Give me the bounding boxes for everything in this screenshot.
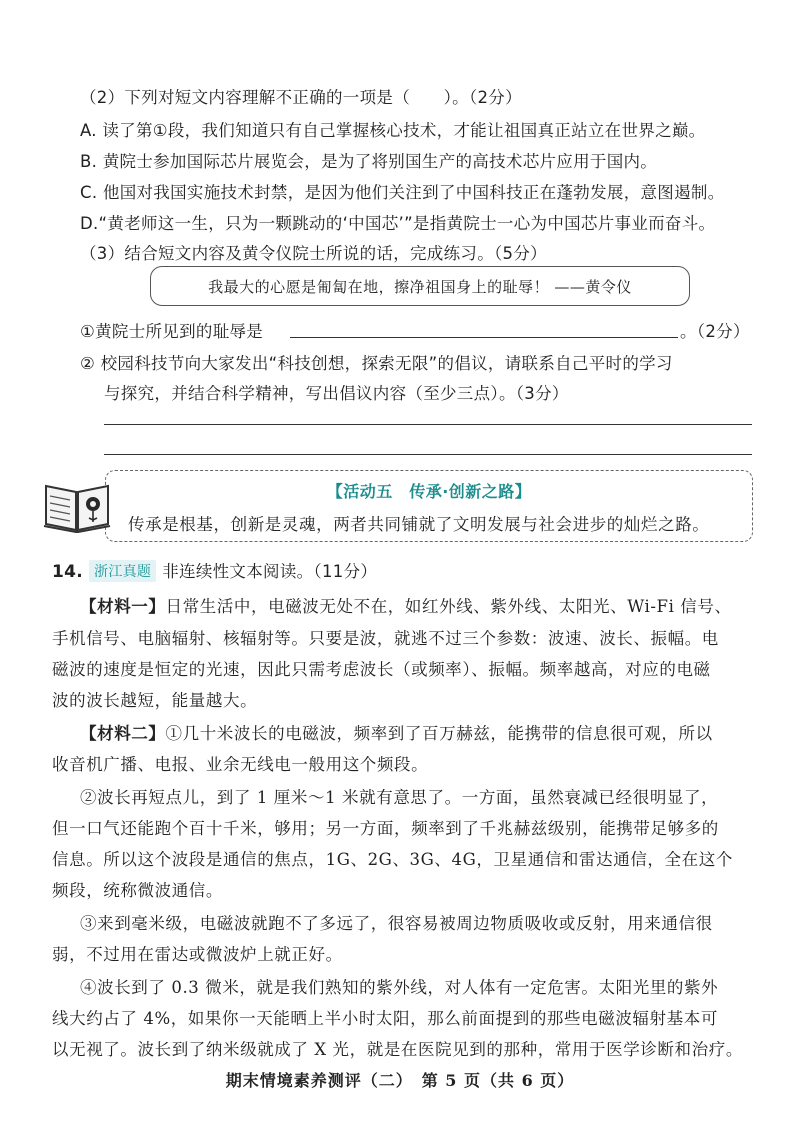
material1-line-2: 手机信号、电脑辐射、核辐射等。只要是波，就逃不过三个参数：波速、波长、振幅。电	[52, 629, 719, 648]
material1-text-1: 日常生活中，电磁波无处不在，如红外线、紫外线、太阳光、Wi-Fi 信号、	[165, 597, 732, 616]
page-footer: 期末情境素养测评（二） 第 5 页（共 6 页）	[225, 1071, 575, 1090]
material1-label: 【材料一】	[80, 597, 166, 616]
q3-stem: （3）结合短文内容及黄令仪院士所说的话，完成练习。（5分）	[80, 244, 547, 263]
q3-item2-line2: 与探究，并结合科学精神，写出倡议内容（至少三点）。（3分）	[104, 384, 569, 403]
q3-item2-line1: ② 校园科技节向大家发出“科技创想，探索无限”的倡议，请联系自己平时的学习	[80, 354, 673, 373]
material1-line-4: 波的波长越短，能量越大。	[52, 691, 258, 710]
activity-text: 传承是根基，创新是灵魂，两者共同铺就了文明发展与社会进步的灿烂之路。	[128, 515, 710, 534]
material2-p2-line-2: 但一口气还能跑个百十千米，够用；另一方面，频率到了千兆赫兹级别，能携带足够多的	[52, 819, 719, 838]
material2-p4-line-1: ④波长到了 0.3 微米，就是我们熟知的紫外线，对人体有一定危害。太阳光里的紫外	[80, 978, 719, 997]
activity-box	[105, 470, 753, 542]
activity-title: 【活动五 传承·创新之路】	[326, 482, 532, 501]
q14-header	[52, 558, 377, 582]
q3-item1-prefix: ①黄院士所见到的耻辱是	[80, 322, 264, 341]
q14-number: 14.	[52, 562, 84, 582]
material1-line-3: 磁波的速度是恒定的光速，因此只需考虑波长（或频率）、振幅。频率越高，对应的电磁	[52, 660, 711, 679]
q2-option-b[interactable]: B. 黄院士参加国际芯片展览会，是为了将别国生产的高技术芯片应用于国内。	[80, 152, 658, 171]
material2-p1-line-2: 收音机广播、电报、业余无线电一般用这个频段。	[52, 755, 429, 774]
material2-p3-line-2: 弱，不过用在雷达或微波炉上就正好。	[52, 945, 343, 964]
material2-p2-line-1: ②波长再短点儿，到了 1 厘米～1 米就有意思了。一方面，虽然衰减已经很明显了，	[80, 788, 719, 807]
q2-stem: （2）下列对短文内容理解不正确的一项是（ ）。（2分）	[80, 88, 522, 107]
quote-box	[150, 266, 690, 306]
q3-item2-answer-line-2[interactable]	[104, 454, 752, 455]
quote-text: 我最大的心愿是匍匐在地，擦净祖国身上的耻辱！ ——黄令仪	[208, 277, 632, 296]
q2-option-d[interactable]: D.“黄老师这一生，只为一颗跳动的‘中国芯’”是指黄院士一心为中国芯片事业而奋斗。	[80, 214, 716, 233]
material2-p2-line-4: 频段，统称微波通信。	[52, 881, 223, 900]
q3-item1-answer-line[interactable]	[290, 337, 678, 338]
q3-item1-suffix: 。（2分）	[680, 322, 750, 341]
q2-option-a[interactable]: A. 读了第①段，我们知道只有自己掌握核心技术，才能让祖国真正站立在世界之巅。	[80, 121, 706, 140]
material2-p4-line-2: 线大约占了 4%，如果你一天能晒上半小时太阳，那么前面提到的那些电磁波辐射基本可	[52, 1009, 718, 1028]
material2-label: 【材料二】	[80, 724, 166, 743]
book-icon	[42, 476, 112, 536]
material2-p2-line-3: 信息。所以这个波段是通信的焦点，1G、2G、3G、4G，卫星通信和雷达通信，全在这个	[52, 850, 733, 869]
material2-p4-line-3: 以无视了。波长到了纳米级就成了 X 光，就是在医院见到的那种，常用于医学诊断和治疗。	[52, 1040, 743, 1059]
material1-line-1	[80, 593, 732, 617]
material2-p1-text-1: ①几十米波长的电磁波，频率到了百万赫兹，能携带的信息很可观，所以	[165, 724, 713, 743]
material2-p3-line-1: ③来到毫米级，电磁波就跑不了多远了，很容易被周边物质吸收或反射，用来通信很	[80, 914, 713, 933]
q3-item2-answer-line-1[interactable]	[104, 424, 752, 425]
source-tag: 浙江真题	[89, 560, 156, 582]
q14-title: 非连续性文本阅读。（11分）	[162, 562, 378, 581]
material2-line-1	[80, 720, 713, 744]
q2-option-c[interactable]: C. 他国对我国实施技术封禁，是因为他们关注到了中国科技正在蓬勃发展，意图遏制。	[80, 183, 725, 202]
